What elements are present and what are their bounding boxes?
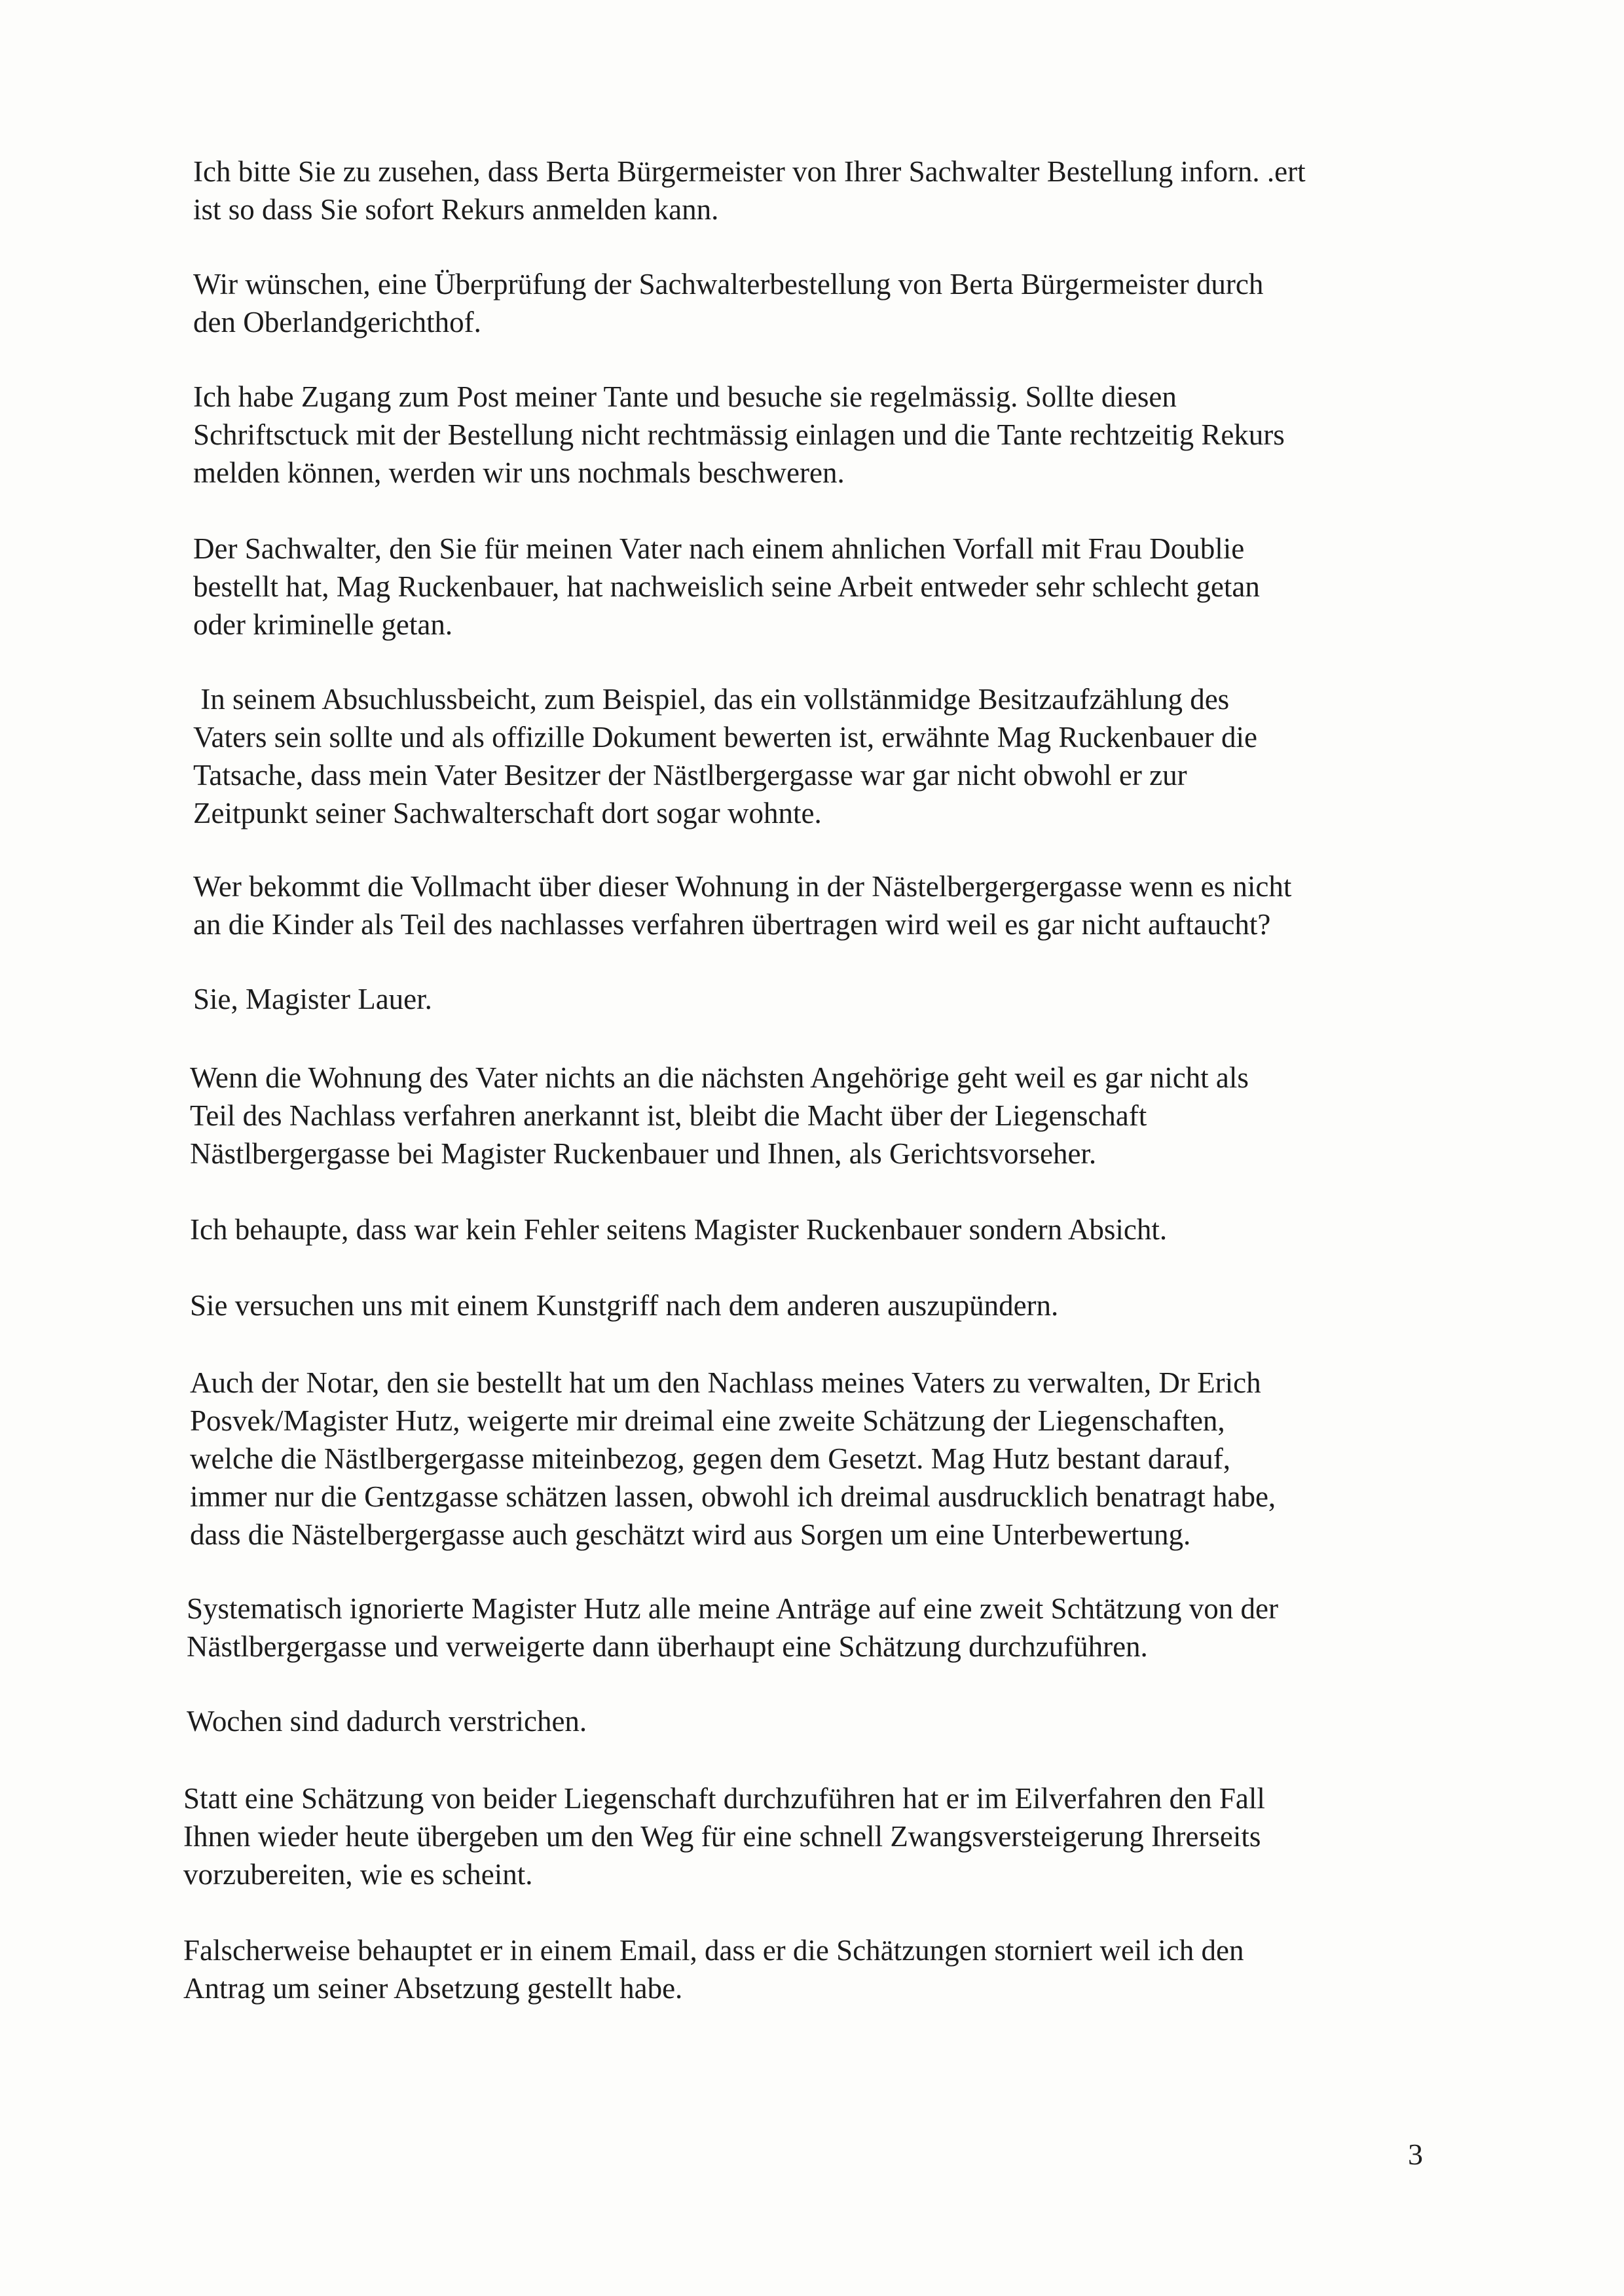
paragraph-5: In seinem Absuchlussbeicht, zum Beispiel, das ein vollstänmidge Besitzaufzählung des Vaters sein sollte und als offizille Dokument bewerten ist, erwähnte Mag Ruckenbauer die Tatsache, dass mein Vater Besitzer der Nästlbergergasse war gar nicht obwohl er zur Zeitpunkt seiner Sachwalterschaft dort sogar wohnte.	[193, 683, 1257, 829]
paragraph-10: Sie versuchen uns mit einem Kunstgriff nach dem anderen auszupündern.	[190, 1289, 1059, 1322]
paragraph-14: Statt eine Schätzung von beider Liegenschaft durchzuführen hat er im Eilverfahren den Fall Ihnen wieder heute übergeben um den Weg für eine schnell Zwangsversteigerung Ihrerseits vorzubereiten, wie es scheint.	[183, 1782, 1265, 1891]
paragraph-1: Ich bitte Sie zu zusehen, dass Berta Bürgermeister von Ihrer Sachwalter Bestellung inforn. .ert ist so dass Sie sofort Rekurs anmelden kann.	[193, 155, 1306, 226]
paragraph-8: Wenn die Wohnung des Vater nichts an die nächsten Angehörige geht weil es gar nicht als Teil des Nachlass verfahren anerkannt ist, bleibt die Macht über der Liegenschaft Nästlbergergasse bei Magister Ruckenbauer und Ihnen, als Gerichtsvorseher.	[190, 1061, 1249, 1170]
paragraph-12: Systematisch ignorierte Magister Hutz alle meine Anträge auf eine zweit Schtätzung von der Nästlbergergasse und verweigerte dann überhaupt eine Schätzung durchzuführen.	[187, 1592, 1278, 1663]
paragraph-11: Auch der Notar, den sie bestellt hat um den Nachlass meines Vaters zu verwalten, Dr Erich Posvek/Magister Hutz, weigerte mir dreimal eine zweite Schätzung der Liegenschaften, welche die Nästlbergergasse miteinbezog, gegen dem Gesetzt. Mag Hutz bestant darauf, immer nur die Gentzgasse schätzen lassen, obwohl ich dreimal ausdrucklich benatragt habe, dass die Nästelbergergasse auch geschätzt wird aus Sorgen um eine Unterbewertung.	[190, 1366, 1276, 1551]
paragraph-4: Der Sachwalter, den Sie für meinen Vater nach einem ahnlichen Vorfall mit Frau Doublie bestellt hat, Mag Ruckenbauer, hat nachweislich seine Arbeit entweder sehr schlecht getan oder kriminelle getan.	[193, 532, 1260, 641]
page-number: 3	[1408, 2138, 1423, 2171]
paragraph-7: Sie, Magister Lauer.	[193, 983, 432, 1015]
paragraph-13: Wochen sind dadurch verstrichen.	[187, 1705, 587, 1738]
paragraph-2: Wir wünschen, eine Überprüfung der Sachwalterbestellung von Berta Bürgermeister durch den Oberlandgerichthof.	[193, 268, 1264, 338]
paragraph-15: Falscherweise behauptet er in einem Email, dass er die Schätzungen storniert weil ich den Antrag um seiner Absetzung gestellt habe.	[183, 1934, 1244, 2005]
paragraph-3: Ich habe Zugang zum Post meiner Tante und besuche sie regelmässig. Sollte diesen Schriftsctuck mit der Bestellung nicht rechtmässig einlagen und die Tante rechtzeitig Rekurs melden können, werden wir uns nochmals beschweren.	[193, 380, 1285, 489]
paragraph-9: Ich behaupte, dass war kein Fehler seitens Magister Ruckenbauer sondern Absicht.	[190, 1213, 1168, 1246]
paragraph-6: Wer bekommt die Vollmacht über dieser Wohnung in der Nästelbergergergasse wenn es nicht an die Kinder als Teil des nachlasses verfahren übertragen wird weil es gar nicht auftaucht?	[193, 870, 1292, 941]
